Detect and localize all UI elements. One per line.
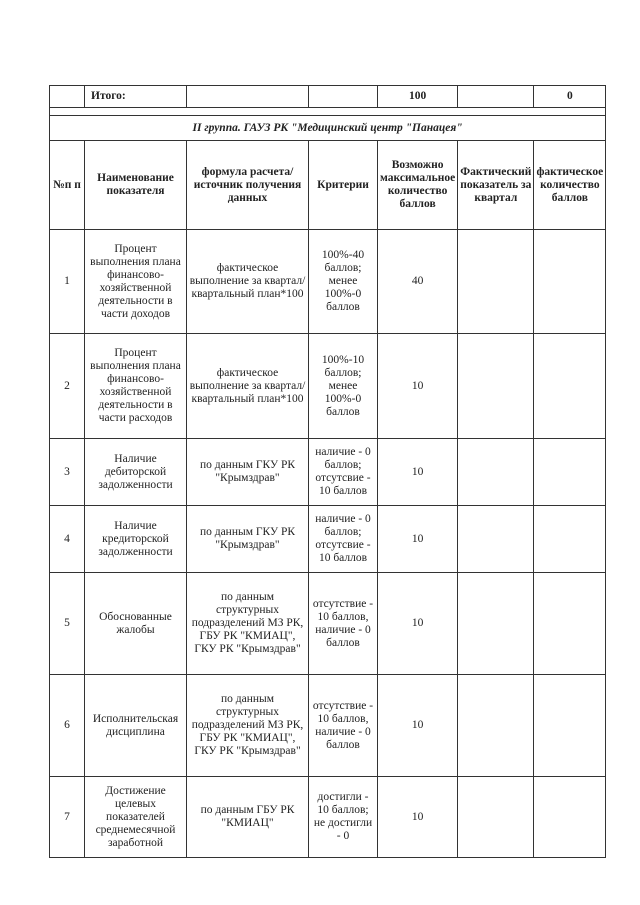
row-actual-points <box>534 506 606 573</box>
row-actual-indicator <box>458 334 534 439</box>
table-row <box>50 439 606 506</box>
row-actual-indicator <box>458 777 534 858</box>
row-actual-points <box>534 573 606 675</box>
row-num: 2 <box>50 334 85 439</box>
itogo-max-points: 100 <box>378 86 458 108</box>
spacer-row <box>50 108 606 116</box>
row-num: 7 <box>50 777 85 858</box>
row-actual-indicator <box>458 506 534 573</box>
row-criteria: наличие - 0 баллов; отсутсвие - 10 баллов <box>309 439 378 506</box>
itogo-actual-points: 0 <box>534 86 606 108</box>
row-criteria: отсутствие - 10 баллов, наличие - 0 баллов <box>309 675 378 777</box>
row-max-points: 10 <box>378 506 458 573</box>
row-formula: по данным ГКУ РК "Крымздрав" <box>187 506 309 573</box>
itogo-row <box>50 86 606 108</box>
row-actual-points <box>534 675 606 777</box>
row-formula: по данным структурных подразделений МЗ РК, ГБУ РК "КМИАЦ", ГКУ РК "Крымздрав" <box>187 573 309 675</box>
header-actual-indicator: Фактический показатель за квартал <box>458 141 534 230</box>
row-criteria: 100%-40 баллов; менее 100%-0 баллов <box>309 230 378 334</box>
header-name: Наименование показателя <box>85 141 187 230</box>
row-name: Исполнительская дисциплина <box>85 675 187 777</box>
row-max-points: 10 <box>378 675 458 777</box>
header-criteria: Критерии <box>309 141 378 230</box>
row-formula: фактическое выполнение за квартал/квартальный план*100 <box>187 334 309 439</box>
header-row <box>50 141 606 230</box>
row-num: 5 <box>50 573 85 675</box>
row-actual-points <box>534 777 606 858</box>
row-num: 1 <box>50 230 85 334</box>
row-criteria: достигли - 10 баллов; не достигли - 0 <box>309 777 378 858</box>
row-name: Процент выполнения плана финансово-хозяйственной деятельности в части расходов <box>85 334 187 439</box>
row-name: Достижение целевых показателей среднемесячной заработной <box>85 777 187 858</box>
itogo-criteria-cell <box>309 86 378 108</box>
header-formula: формула расчета/источник получения данных <box>187 141 309 230</box>
header-actual-points: фактическое количество баллов <box>534 141 606 230</box>
spacer-cell <box>50 108 606 116</box>
row-formula: фактическое выполнение за квартал/квартальный план*100 <box>187 230 309 334</box>
row-actual-points <box>534 334 606 439</box>
row-num: 6 <box>50 675 85 777</box>
row-max-points: 40 <box>378 230 458 334</box>
table-row <box>50 506 606 573</box>
row-name: Обоснованные жалобы <box>85 573 187 675</box>
row-max-points: 10 <box>378 777 458 858</box>
row-max-points: 10 <box>378 439 458 506</box>
itogo-indicator-cell <box>458 86 534 108</box>
row-formula: по данным ГКУ РК "Крымздрав" <box>187 439 309 506</box>
header-max-points: Возможно максимальное количество баллов <box>378 141 458 230</box>
table-row <box>50 675 606 777</box>
row-actual-points <box>534 230 606 334</box>
header-num: №п п <box>50 141 85 230</box>
row-actual-indicator <box>458 675 534 777</box>
row-criteria: 100%-10 баллов; менее 100%-0 баллов <box>309 334 378 439</box>
row-num: 4 <box>50 506 85 573</box>
row-criteria: отсутствие - 10 баллов, наличие - 0 баллов <box>309 573 378 675</box>
group-title: II группа. ГАУЗ РК "Медицинский центр "Панацея" <box>50 116 606 141</box>
itogo-num-cell <box>50 86 85 108</box>
row-name: Наличие дебиторской задолженности <box>85 439 187 506</box>
table-row <box>50 573 606 675</box>
table-row <box>50 777 606 858</box>
itogo-formula-cell <box>187 86 309 108</box>
itogo-label: Итого: <box>85 86 187 108</box>
table-row <box>50 230 606 334</box>
row-name: Процент выполнения плана финансово-хозяйственной деятельности в части доходов <box>85 230 187 334</box>
row-max-points: 10 <box>378 334 458 439</box>
row-max-points: 10 <box>378 573 458 675</box>
table-row <box>50 334 606 439</box>
group-title-row <box>50 116 606 141</box>
row-name: Наличие кредиторской задолженности <box>85 506 187 573</box>
row-actual-indicator <box>458 230 534 334</box>
row-actual-indicator <box>458 573 534 675</box>
row-actual-points <box>534 439 606 506</box>
row-criteria: наличие - 0 баллов; отсутсвие - 10 баллов <box>309 506 378 573</box>
row-num: 3 <box>50 439 85 506</box>
indicators-table <box>49 85 606 858</box>
row-formula: по данным ГБУ РК "КМИАЦ" <box>187 777 309 858</box>
row-formula: по данным структурных подразделений МЗ РК, ГБУ РК "КМИАЦ", ГКУ РК "Крымздрав" <box>187 675 309 777</box>
row-actual-indicator <box>458 439 534 506</box>
